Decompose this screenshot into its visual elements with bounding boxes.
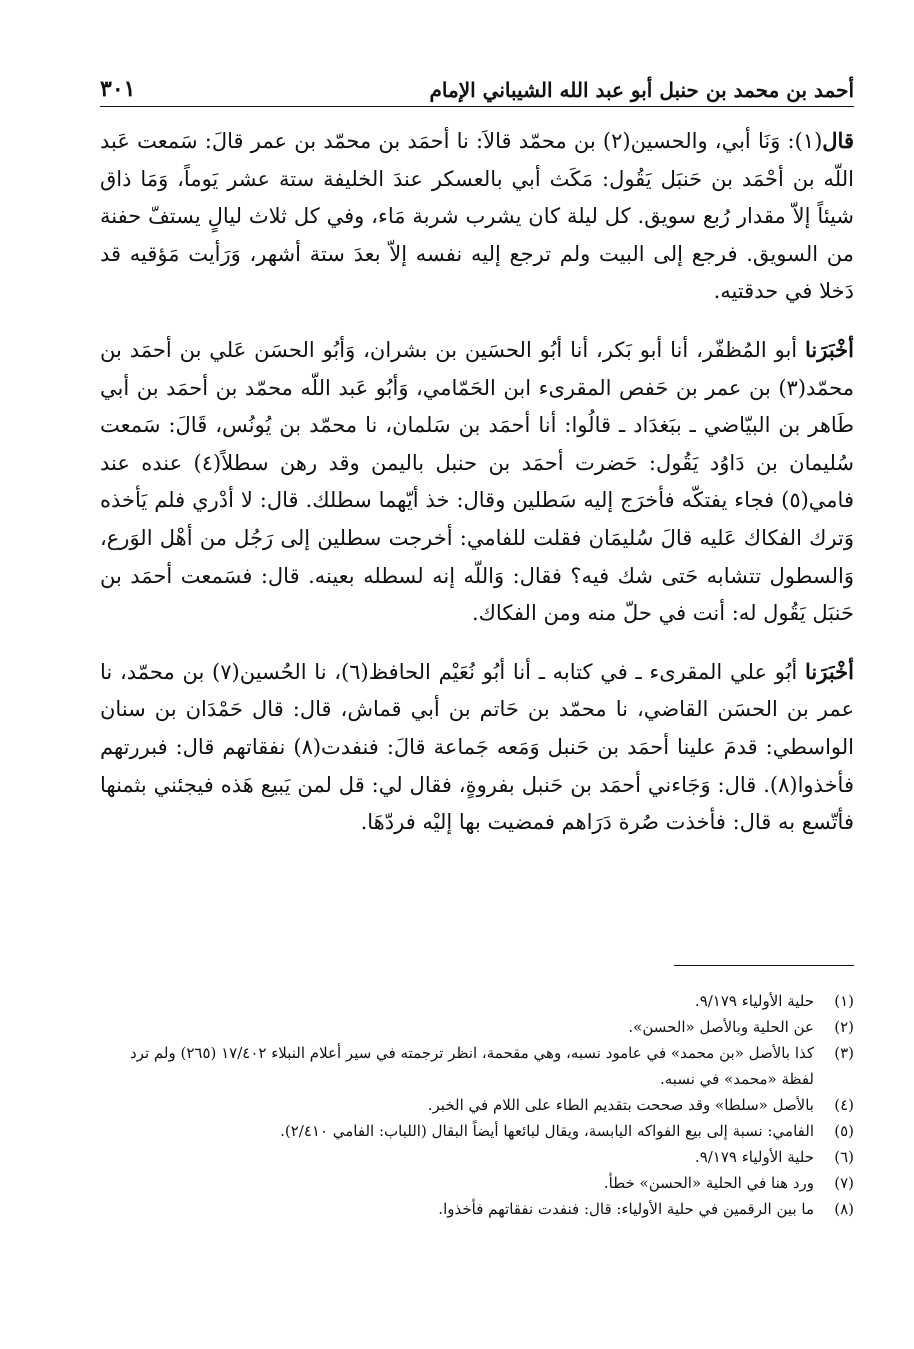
- footnote-item: [100, 1014, 854, 1040]
- footnotes: [100, 988, 854, 1222]
- footnote-item: [100, 1118, 854, 1144]
- footnote-text: حلية الأولياء ٩/١٧٩.: [694, 992, 814, 1010]
- paragraph-text: (١): وَنَا أبي، والحسين(٢) بن محمّد قالاَ: نا أحمَد بن محمّد بن عمر قالَ: سَمعت عَبد اللّه بن أحْمَد بن حَنبَل يَقُول: مَكَث أبي بالعسكر عندَ الخليفة ستة عشر يَوماً، وَمَا ذاق شيئاً إلاّ مقدار رُبع سويق. كل ليلة كان يشرب شربة مَاء، وفي كل ثلاث ليالٍ يستفّ حفنة من السويق. فرجع إلى البيت ولم ترجع إليه نفسه إلاّ بعدَ ستة أشهر، وَرَأيت مَؤقيه قد دَخلا في حدقتيه.: [100, 129, 854, 304]
- paragraph-text: أبُو علي المقرىء ـ في كتابه ـ أنا أبُو نُعَيْم الحافظ(٦)، نا الحُسين(٧) بن محمّد، نا عمر بن الحسَن القاضي، نا محمّد بن حَاتم بن أبي قماش، قال: قال حَمْدَان بن سنان الواسطي: قدمَ علينا أحمَد بن حَنبل وَمَعه جَماعة قالَ: فنفدت(٨) نفقاتهم قال: فبررتهم فأخذوا(٨). قال: وَجَاءني أحمَد بن حَنبل بفروةٍ، فقال لي: قل لمن يَبيع هَذه فيجئني بثمنها فأتّسع به قال: فأخذت صُرة دَرَاهم فمضيت بها إليْه فردّهَا.: [100, 659, 854, 835]
- footnote-number: (١): [834, 992, 854, 1010]
- footnote-number: (٦): [834, 1148, 854, 1166]
- footnote-item: [100, 1144, 854, 1170]
- footnote-text: ورد هنا في الحلية «الحسن» خطأ.: [603, 1174, 814, 1192]
- footnote-text: كذا بالأصل «بن محمد» في عامود نسبه، وهي مقحمة، انظر ترجمته في سير أعلام النبلاء ١٧/٤٠٢ (٢٦٥) ولم ترد لفظة «محمد» في نسبه.: [130, 1044, 814, 1088]
- page-number: ٣٠١: [100, 76, 136, 102]
- footnote-number: (٧): [834, 1174, 854, 1192]
- paragraph-2: [100, 331, 854, 633]
- footnote-item: [100, 1040, 854, 1092]
- footnote-number: (٢): [834, 1018, 854, 1036]
- footnote-number: (٨): [834, 1200, 854, 1218]
- footnote-item: [100, 1170, 854, 1196]
- footnote-text: الفامي: نسبة إلى بيع الفواكه اليابسة، ويقال لبائعها أيضاً البقال (اللباب: الفامي ٢/٤١٠).: [280, 1122, 814, 1140]
- paragraph-lead: أخْبَرَنا: [805, 336, 854, 362]
- paragraph-lead: أخْبَرَنا: [805, 658, 854, 684]
- footnote-divider: [674, 965, 854, 966]
- paragraph-3: [100, 653, 854, 842]
- main-text: [100, 122, 854, 858]
- footnote-item: [100, 1092, 854, 1118]
- footnote-number: (٤): [834, 1096, 854, 1114]
- footnote-number: (٣): [834, 1044, 854, 1062]
- header-title: أحمد بن محمد بن حنبل أبو عبد الله الشيباني الإمام: [429, 78, 854, 102]
- footnote-item: [100, 988, 854, 1014]
- paragraph-lead: قال: [822, 128, 854, 153]
- footnote-text: ما بين الرقمين في حلية الأولياء: قال: فنفدت نفقاتهم فأخذوا.: [438, 1200, 814, 1218]
- footnote-number: (٥): [834, 1122, 854, 1140]
- paragraph-text: أبو المُظفّر، أنا أبو بَكر، أنا أبُو الحسَين بن بشران، وَأبُو الحسَن عَلي بن أحمَد بن محمّد(٣) بن عمر بن حَفص المقرىء ابن الحَمّامي، وَأبُو عَبد اللّه محمّد بن أحمَد بن أبي طَاهر بن البيّاضي ـ ببَغدَاد ـ قالُوا: أنا أحمَد بن سَلمان، نا محمّد بن يُونُس، قَالَ: سَمعت سُليمان بن دَاوُد يَقُول: حَضرت أحمَد بن حنبل باليمن وقد رهن سطلاً(٤) عنده عند فامي(٥) فجاء يفتكّه فأخرَج إليه سَطلين وقال: خذ أيّهما سطلك. قال: لا أدْري فلم يَأخذه وَترك الفكاك عَليه قالَ سُليمَان فقلت للفامي: أخرجت سطلين إلى رَجُل من أهْل الوَرع، وَالسطول تتشابه حَتى شك فيه؟ فقال: وَاللّه إنه لسطله بعينه. قال: فسَمعت أحمَد بن حَنبَل يَقُول له: أنت في حلّ منه ومن الفكاك.: [100, 337, 855, 626]
- footnote-text: عن الحلية وبالأصل «الحسن».: [628, 1018, 814, 1036]
- footnote-text: حلية الأولياء ٩/١٧٩.: [694, 1148, 814, 1166]
- paragraph-1: [100, 122, 854, 311]
- footnote-item: [100, 1196, 854, 1222]
- footnote-text: بالأصل «سلطا» وقد صححت بتقديم الطاء على اللام في الخبر.: [427, 1096, 814, 1114]
- running-header: [100, 62, 854, 107]
